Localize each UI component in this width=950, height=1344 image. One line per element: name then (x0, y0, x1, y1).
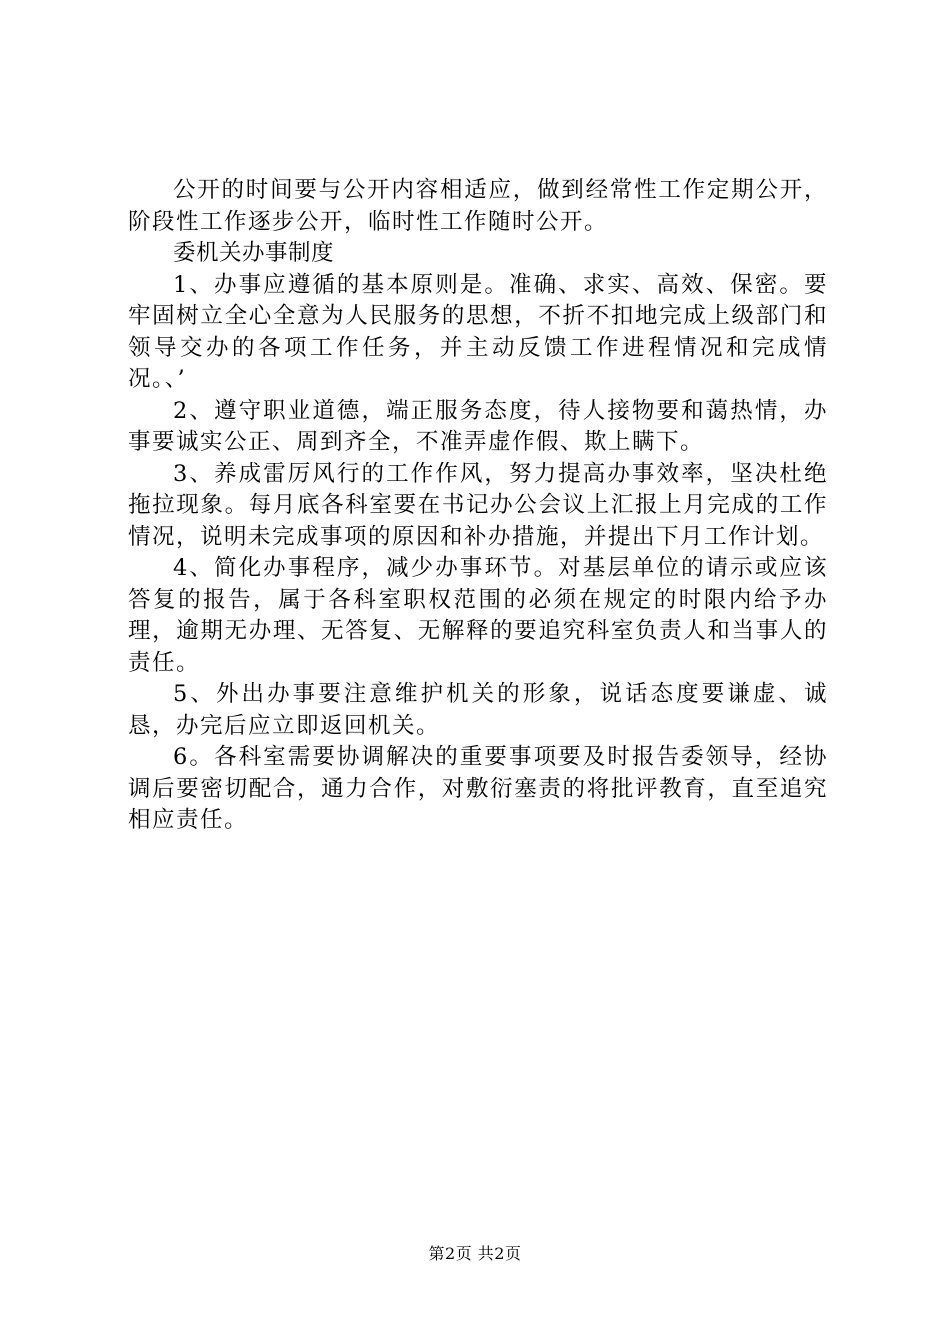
document-body (128, 175, 828, 837)
page-number: 第2页 共2页 (428, 1244, 522, 1263)
paragraph-rule-4: 4、简化办事程序，减少办事环节。对基层单位的请示或应该答复的报告，属于各科室职权范围的必须在规定的时限内给予办理，逾期无办理、无答复、无解释的要追究科室负责人和当事人的责任。 (128, 555, 828, 676)
paragraph-rule-3: 3、养成雷厉风行的工作作风，努力提高办事效率，坚决杜绝拖拉现象。每月底各科室要在书记办公会议上汇报上月完成的工作情况，说明未完成事项的原因和补办措施，并提出下月工作计划。 (128, 460, 828, 550)
page-footer (0, 1244, 950, 1264)
section-heading: 委机关办事制度 (173, 240, 335, 266)
paragraph-rule-1: 1、办事应遵循的基本原则是。准确、求实、高效、保密。要牢固树立全心全意为人民服务的思想，不折不扣地完成上级部门和领导交办的各项工作任务，并主动反馈工作进程情况和完成情况。、’ (128, 271, 828, 392)
paragraph-rule-2: 2、遵守职业道德，端正服务态度，待人接物要和蔼热情，办事要诚实公正、周到齐全，不准弄虚作假、欺上瞒下。 (128, 397, 828, 455)
paragraph-rule-5: 5、外出办事要注意维护机关的形象，说话态度要谦虚、诚恳，办完后应立即返回机关。 (128, 681, 828, 739)
paragraph-rule-6: 6。各科室需要协调解决的重要事项要及时报告委领导，经协调后要密切配合，通力合作，对敷衍塞责的将批评教育，直至追究相应责任。 (128, 744, 828, 833)
paragraph-disclosure-timing: 公开的时间要与公开内容相适应，做到经常性工作定期公开，阶段性工作逐步公开，临时性工作随时公开。 (128, 177, 828, 235)
